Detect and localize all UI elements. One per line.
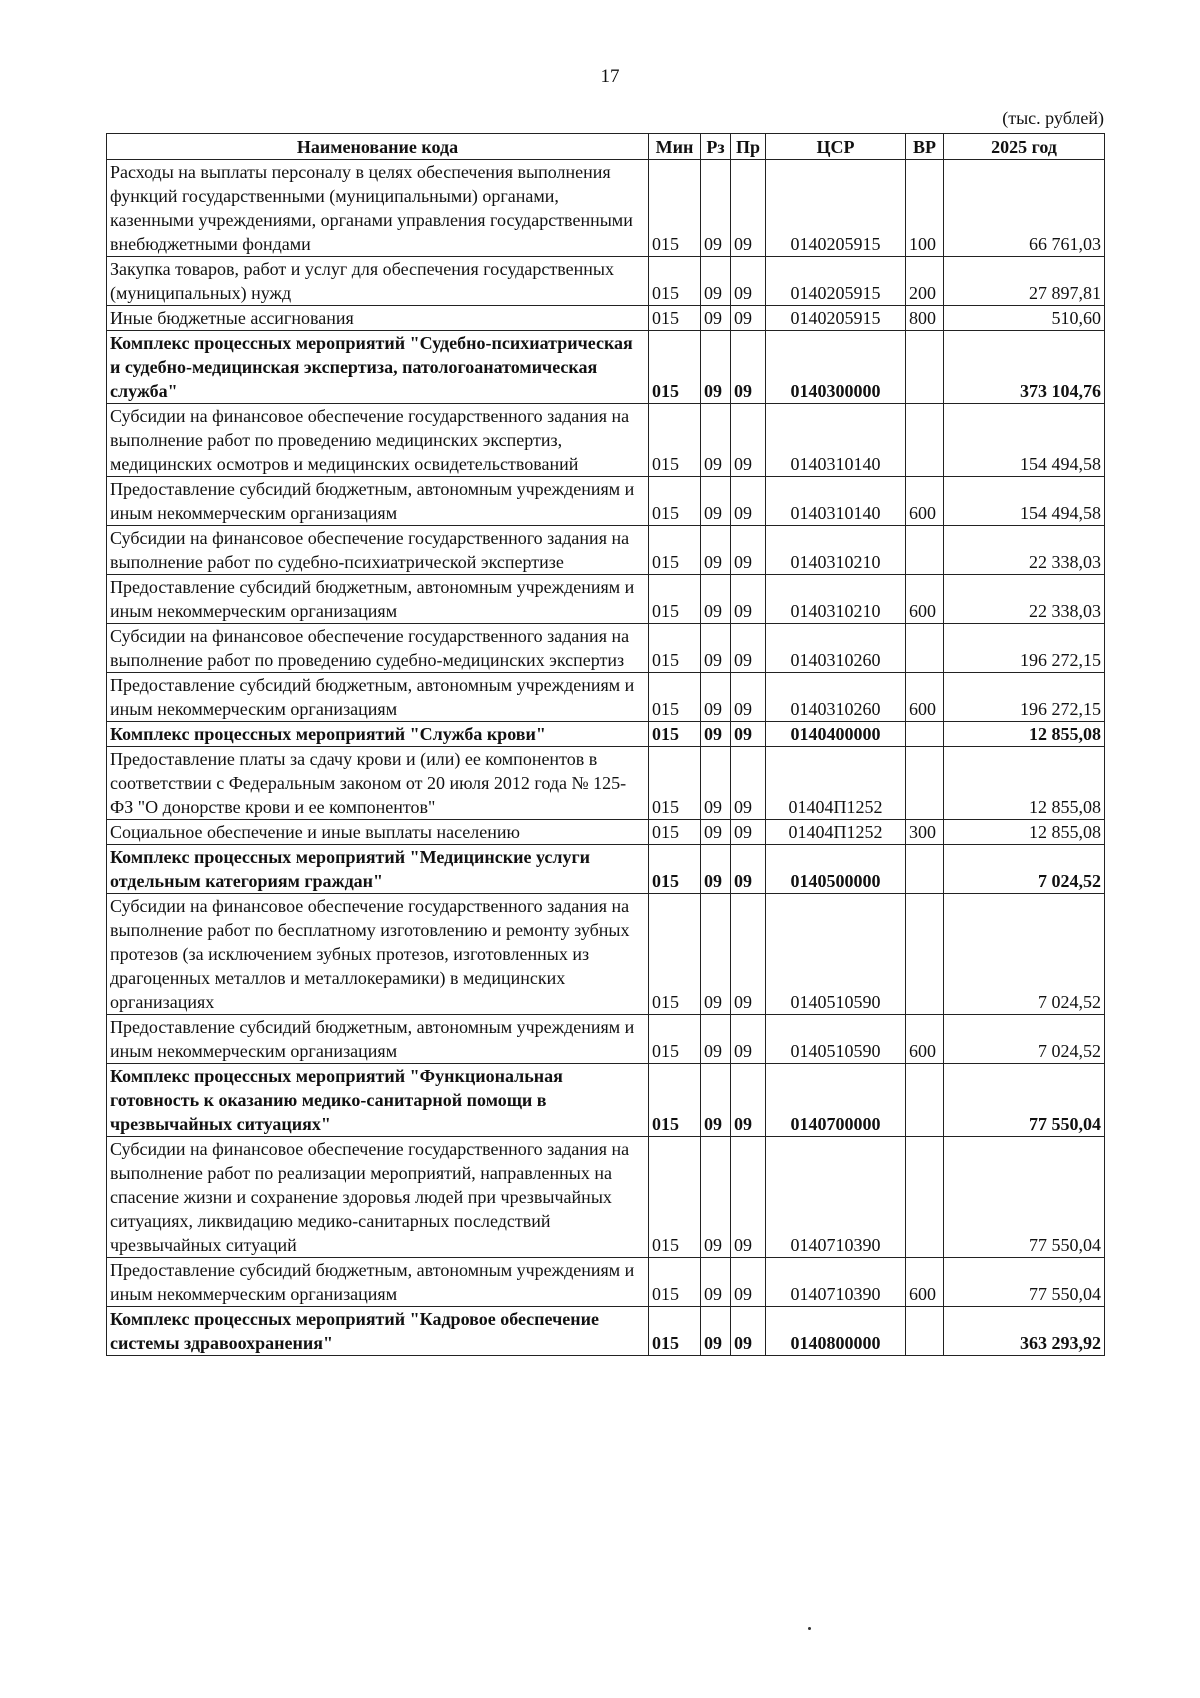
row-csr: 0140400000: [766, 722, 906, 747]
row-name: Социальное обеспечение и иные выплаты населению: [107, 820, 649, 845]
row-pr: 09: [731, 575, 766, 624]
row-pr: 09: [731, 673, 766, 722]
row-amount: 154 494,58: [944, 404, 1105, 477]
table-row: [107, 526, 1105, 575]
header-pr: Пр: [731, 134, 766, 160]
row-min: 015: [649, 306, 701, 331]
row-csr: 0140310210: [766, 526, 906, 575]
row-min: 015: [649, 404, 701, 477]
row-csr: 0140310140: [766, 404, 906, 477]
row-min: 015: [649, 1258, 701, 1307]
row-pr: 09: [731, 306, 766, 331]
row-amount: 7 024,52: [944, 1015, 1105, 1064]
table-header-row: [107, 134, 1105, 160]
row-rz: 09: [701, 722, 731, 747]
stray-mark: [808, 1627, 811, 1630]
row-name: Предоставление субсидий бюджетным, автономным учреждениям и иным некоммерческим организациям: [107, 575, 649, 624]
row-amount: 196 272,15: [944, 673, 1105, 722]
header-rz: Рз: [701, 134, 731, 160]
row-name: Предоставление платы за сдачу крови и (или) ее компонентов в соответствии с Федеральным законом от 20 июля 2012 года № 125-ФЗ "О донорстве крови и ее компонентов": [107, 747, 649, 820]
table-row: [107, 1064, 1105, 1137]
row-amount: 7 024,52: [944, 894, 1105, 1015]
row-csr: 0140310260: [766, 624, 906, 673]
row-amount: 77 550,04: [944, 1137, 1105, 1258]
row-csr: 01404П1252: [766, 820, 906, 845]
row-vr: [906, 845, 944, 894]
row-name: Субсидии на финансовое обеспечение государственного задания на выполнение работ по судебно-психиатрической экспертизе: [107, 526, 649, 575]
row-csr: 0140205915: [766, 160, 906, 257]
row-amount: 66 761,03: [944, 160, 1105, 257]
row-amount: 77 550,04: [944, 1064, 1105, 1137]
table-row: [107, 160, 1105, 257]
table-row: [107, 404, 1105, 477]
row-min: 015: [649, 526, 701, 575]
row-amount: 27 897,81: [944, 257, 1105, 306]
row-min: 015: [649, 722, 701, 747]
row-csr: 0140205915: [766, 306, 906, 331]
row-min: 015: [649, 331, 701, 404]
row-min: 015: [649, 845, 701, 894]
row-rz: 09: [701, 404, 731, 477]
row-name: Субсидии на финансовое обеспечение государственного задания на выполнение работ по проведению судебно-медицинских экспертиз: [107, 624, 649, 673]
header-name: Наименование кода: [107, 134, 649, 160]
row-rz: 09: [701, 820, 731, 845]
header-year: 2025 год: [944, 134, 1105, 160]
row-pr: 09: [731, 526, 766, 575]
row-csr: 0140205915: [766, 257, 906, 306]
row-amount: 77 550,04: [944, 1258, 1105, 1307]
row-min: 015: [649, 477, 701, 526]
row-csr: 01404П1252: [766, 747, 906, 820]
row-min: 015: [649, 1307, 701, 1356]
row-rz: 09: [701, 575, 731, 624]
row-name: Комплекс процессных мероприятий "Служба крови": [107, 722, 649, 747]
row-min: 015: [649, 673, 701, 722]
row-name: Комплекс процессных мероприятий "Функциональная готовность к оказанию медико-санитарной помощи в чрезвычайных ситуациях": [107, 1064, 649, 1137]
row-csr: 0140500000: [766, 845, 906, 894]
row-name: Комплекс процессных мероприятий "Медицинские услуги отдельным категориям граждан": [107, 845, 649, 894]
row-amount: 22 338,03: [944, 575, 1105, 624]
row-name: Расходы на выплаты персоналу в целях обеспечения выполнения функций государственными (муниципальными) органами, казенными учреждениями, органами управления государственными внебюджетными фондами: [107, 160, 649, 257]
row-min: 015: [649, 257, 701, 306]
row-min: 015: [649, 1064, 701, 1137]
row-vr: [906, 747, 944, 820]
row-amount: 12 855,08: [944, 820, 1105, 845]
row-rz: 09: [701, 894, 731, 1015]
table-row: [107, 477, 1105, 526]
row-pr: 09: [731, 747, 766, 820]
row-pr: 09: [731, 1137, 766, 1258]
row-pr: 09: [731, 257, 766, 306]
row-name: Субсидии на финансовое обеспечение государственного задания на выполнение работ по бесплатному изготовлению и ремонту зубных протезов (за исключением зубных протезов, изготовленных из драгоценных металлов и металлокерамики) в медицинских организациях: [107, 894, 649, 1015]
row-csr: 0140510590: [766, 894, 906, 1015]
row-name: Иные бюджетные ассигнования: [107, 306, 649, 331]
row-rz: 09: [701, 1064, 731, 1137]
row-csr: 0140700000: [766, 1064, 906, 1137]
row-rz: 09: [701, 160, 731, 257]
table-row: [107, 624, 1105, 673]
table-row: [107, 820, 1105, 845]
row-vr: 200: [906, 257, 944, 306]
row-min: 015: [649, 624, 701, 673]
header-vr: ВР: [906, 134, 944, 160]
row-amount: 22 338,03: [944, 526, 1105, 575]
row-min: 015: [649, 894, 701, 1015]
row-name: Предоставление субсидий бюджетным, автономным учреждениям и иным некоммерческим организациям: [107, 673, 649, 722]
row-min: 015: [649, 820, 701, 845]
table-row: [107, 331, 1105, 404]
table-row: [107, 306, 1105, 331]
table-row: [107, 1258, 1105, 1307]
row-amount: 373 104,76: [944, 331, 1105, 404]
row-vr: 800: [906, 306, 944, 331]
row-vr: [906, 526, 944, 575]
row-vr: [906, 1307, 944, 1356]
row-vr: [906, 404, 944, 477]
row-csr: 0140300000: [766, 331, 906, 404]
row-pr: 09: [731, 1015, 766, 1064]
row-pr: 09: [731, 160, 766, 257]
row-amount: 196 272,15: [944, 624, 1105, 673]
row-pr: 09: [731, 894, 766, 1015]
table-row: [107, 257, 1105, 306]
row-rz: 09: [701, 624, 731, 673]
row-rz: 09: [701, 257, 731, 306]
row-csr: 0140310140: [766, 477, 906, 526]
row-csr: 0140510590: [766, 1015, 906, 1064]
table-row: [107, 722, 1105, 747]
row-csr: 0140800000: [766, 1307, 906, 1356]
row-vr: [906, 1064, 944, 1137]
row-name: Предоставление субсидий бюджетным, автономным учреждениям и иным некоммерческим организациям: [107, 1015, 649, 1064]
row-pr: 09: [731, 404, 766, 477]
row-pr: 09: [731, 624, 766, 673]
table-row: [107, 747, 1105, 820]
row-rz: 09: [701, 1137, 731, 1258]
row-pr: 09: [731, 331, 766, 404]
row-rz: 09: [701, 1015, 731, 1064]
row-amount: 12 855,08: [944, 722, 1105, 747]
row-rz: 09: [701, 331, 731, 404]
row-rz: 09: [701, 747, 731, 820]
header-csr: ЦСР: [766, 134, 906, 160]
table-row: [107, 894, 1105, 1015]
row-vr: [906, 331, 944, 404]
row-name: Субсидии на финансовое обеспечение государственного задания на выполнение работ по проведению медицинских экспертиз, медицинских осмотров и медицинских освидетельствований: [107, 404, 649, 477]
row-pr: 09: [731, 820, 766, 845]
row-rz: 09: [701, 526, 731, 575]
table-row: [107, 845, 1105, 894]
row-vr: 600: [906, 673, 944, 722]
row-vr: 300: [906, 820, 944, 845]
units-label: (тыс. рублей): [1002, 108, 1104, 128]
row-csr: 0140710390: [766, 1258, 906, 1307]
row-min: 015: [649, 1137, 701, 1258]
row-vr: 600: [906, 477, 944, 526]
row-pr: 09: [731, 477, 766, 526]
row-csr: 0140310260: [766, 673, 906, 722]
row-vr: [906, 722, 944, 747]
row-name: Предоставление субсидий бюджетным, автономным учреждениям и иным некоммерческим организациям: [107, 1258, 649, 1307]
row-rz: 09: [701, 673, 731, 722]
table-row: [107, 1307, 1105, 1356]
row-min: 015: [649, 1015, 701, 1064]
row-vr: 600: [906, 575, 944, 624]
row-name: Субсидии на финансовое обеспечение государственного задания на выполнение работ по реализации мероприятий, направленных на спасение жизни и сохранение здоровья людей при чрезвычайных ситуациях, ликвидацию медико-санитарных последствий чрезвычайных ситуаций: [107, 1137, 649, 1258]
row-pr: 09: [731, 1258, 766, 1307]
row-vr: 600: [906, 1258, 944, 1307]
row-amount: 363 293,92: [944, 1307, 1105, 1356]
row-pr: 09: [731, 722, 766, 747]
row-amount: 154 494,58: [944, 477, 1105, 526]
row-pr: 09: [731, 1064, 766, 1137]
table-row: [107, 1015, 1105, 1064]
page-number: 17: [600, 66, 620, 87]
row-vr: [906, 894, 944, 1015]
budget-table: [106, 133, 1105, 1356]
row-amount: 510,60: [944, 306, 1105, 331]
row-min: 015: [649, 747, 701, 820]
row-amount: 12 855,08: [944, 747, 1105, 820]
row-amount: 7 024,52: [944, 845, 1105, 894]
header-min: Мин: [649, 134, 701, 160]
row-min: 015: [649, 160, 701, 257]
row-vr: [906, 624, 944, 673]
row-name: Закупка товаров, работ и услуг для обеспечения государственных (муниципальных) нужд: [107, 257, 649, 306]
table-body: [107, 160, 1105, 1356]
row-min: 015: [649, 575, 701, 624]
row-name: Комплекс процессных мероприятий "Судебно-психиатрическая и судебно-медицинская экспертиза, патологоанатомическая служба": [107, 331, 649, 404]
row-name: Предоставление субсидий бюджетным, автономным учреждениям и иным некоммерческим организациям: [107, 477, 649, 526]
row-rz: 09: [701, 1258, 731, 1307]
row-csr: 0140310210: [766, 575, 906, 624]
table-row: [107, 575, 1105, 624]
row-pr: 09: [731, 1307, 766, 1356]
row-vr: 100: [906, 160, 944, 257]
row-rz: 09: [701, 477, 731, 526]
row-name: Комплекс процессных мероприятий "Кадровое обеспечение системы здравоохранения": [107, 1307, 649, 1356]
row-pr: 09: [731, 845, 766, 894]
row-rz: 09: [701, 845, 731, 894]
row-rz: 09: [701, 1307, 731, 1356]
row-vr: [906, 1137, 944, 1258]
table-row: [107, 1137, 1105, 1258]
row-rz: 09: [701, 306, 731, 331]
row-csr: 0140710390: [766, 1137, 906, 1258]
row-vr: 600: [906, 1015, 944, 1064]
table-row: [107, 673, 1105, 722]
